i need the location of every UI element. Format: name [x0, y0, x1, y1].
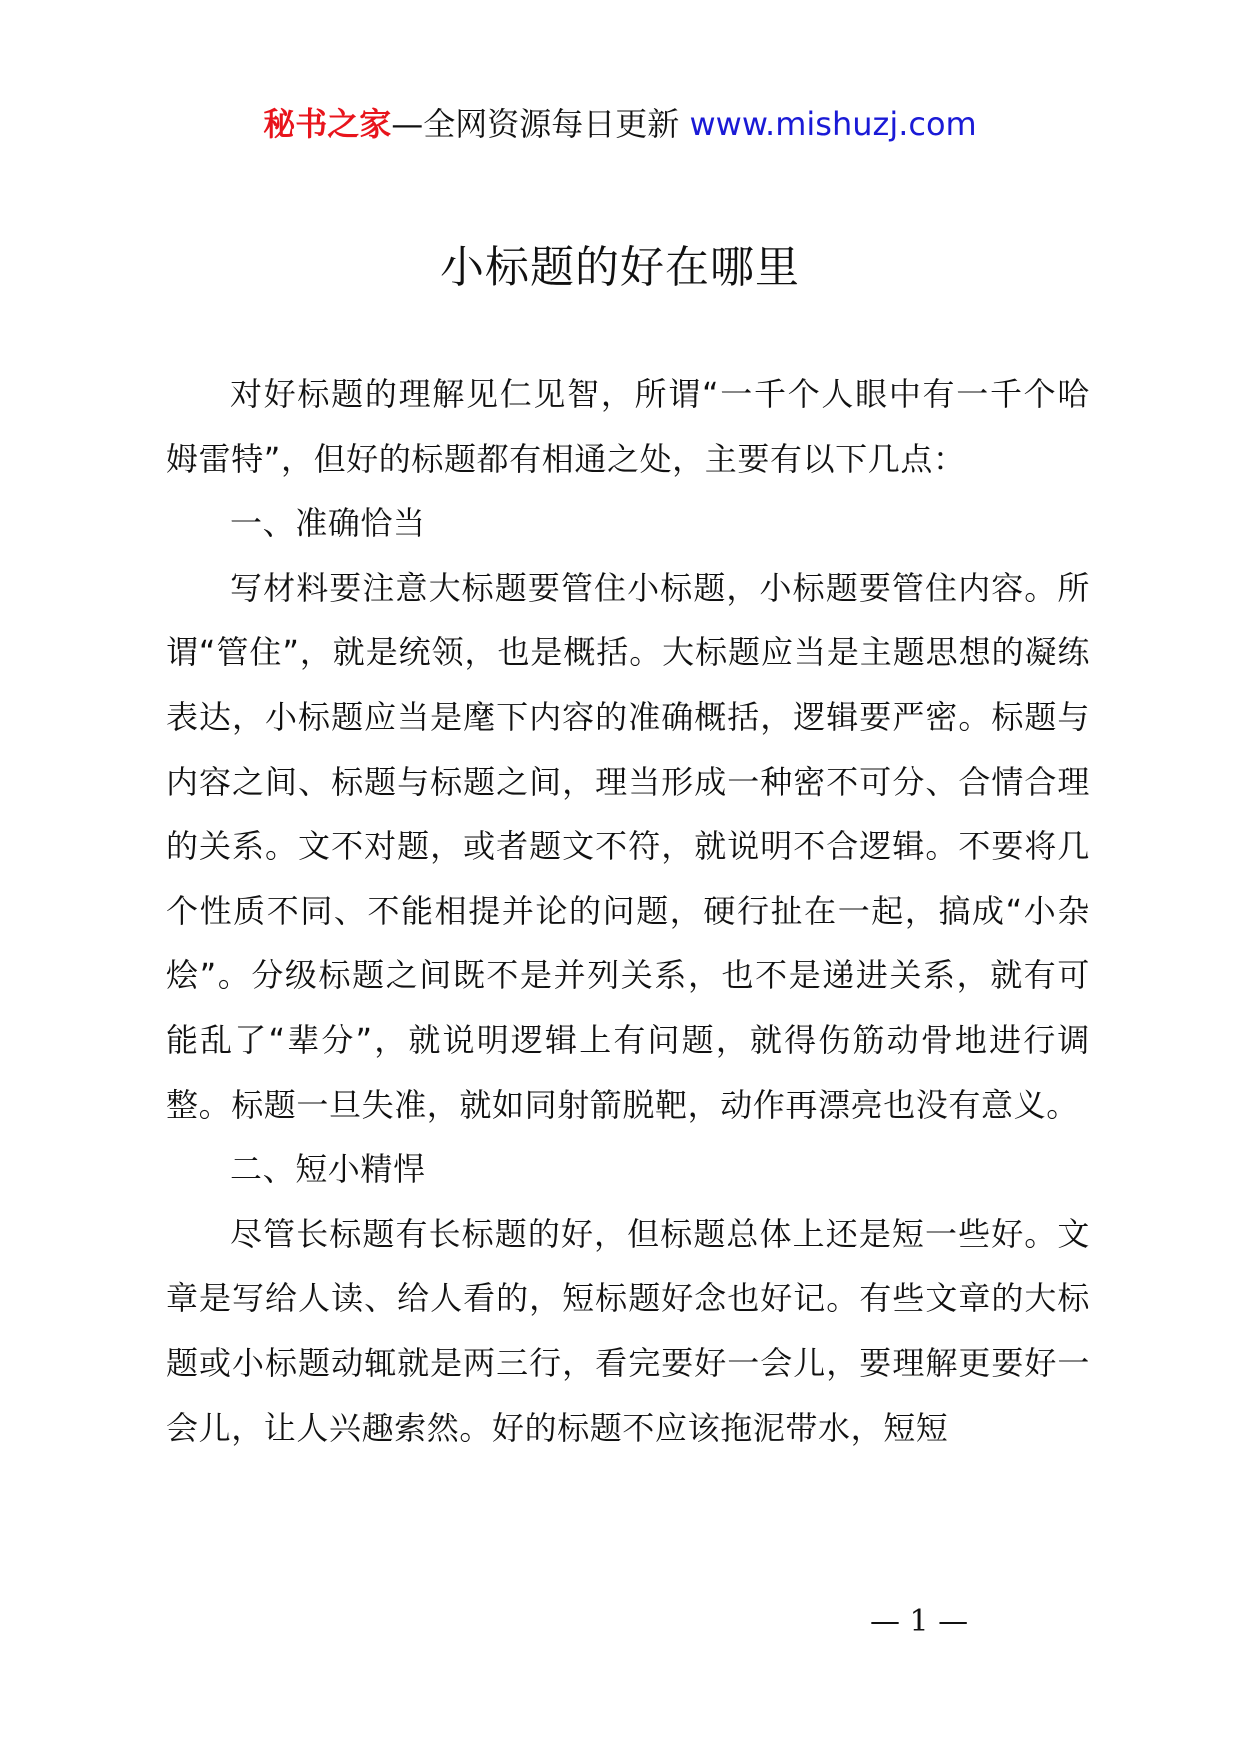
brand-name: 秘书之家 — [263, 105, 392, 143]
section-2-paragraph: 尽管长标题有长标题的好，但标题总体上还是短一些好。文章是写给人读、给人看的，短标题好念也好记。有些文章的大标题或小标题动辄就是两三行，看完要好一会儿，要理解更要好一会儿，让人兴趣索然。好的标题不应该拖泥带水，短短 — [166, 1214, 1090, 1447]
document-title: 小标题的好在哪里 — [440, 242, 800, 293]
section-heading-2: 二、短小精悍 — [230, 1150, 426, 1189]
section-1-paragraph: 写材料要注意大标题要管住小标题，小标题要管住内容。所谓“管住”，就是统领，也是概括。大标题应当是主题思想的凝练表达，小标题应当是麾下内容的准确概括，逻辑要严密。标题与内容之间、标题与标题之间，理当形成一种密不可分、合情合理的关系。文不对题，或者题文不符，就说明不合逻辑。不要将几个性质不同、不能相提并论的问题，硬行扯在一起，搞成“小杂烩”。分级标题之间既不是并列关系，也不是递进关系，就有可能乱了“辈分”，就说明逻辑上有问题，就得伤筋动骨地进行调整。标题一旦失准，就如同射箭脱靶，动作再漂亮也没有意义。 — [166, 568, 1090, 1124]
site-header — [0, 100, 1240, 148]
document-body — [166, 362, 1090, 1460]
header-tagline: —全网资源每日更新 — [391, 105, 690, 143]
section-heading-1: 一、准确恰当 — [230, 504, 426, 543]
intro-paragraph: 对好标题的理解见仁见智，所谓“一千个人眼中有一千个哈姆雷特”，但好的标题都有相通之处，主要有以下几点： — [166, 375, 1090, 478]
page-number: — 1 — — [870, 1604, 969, 1639]
site-url-link[interactable]: www.mishuzj.com — [689, 105, 977, 143]
